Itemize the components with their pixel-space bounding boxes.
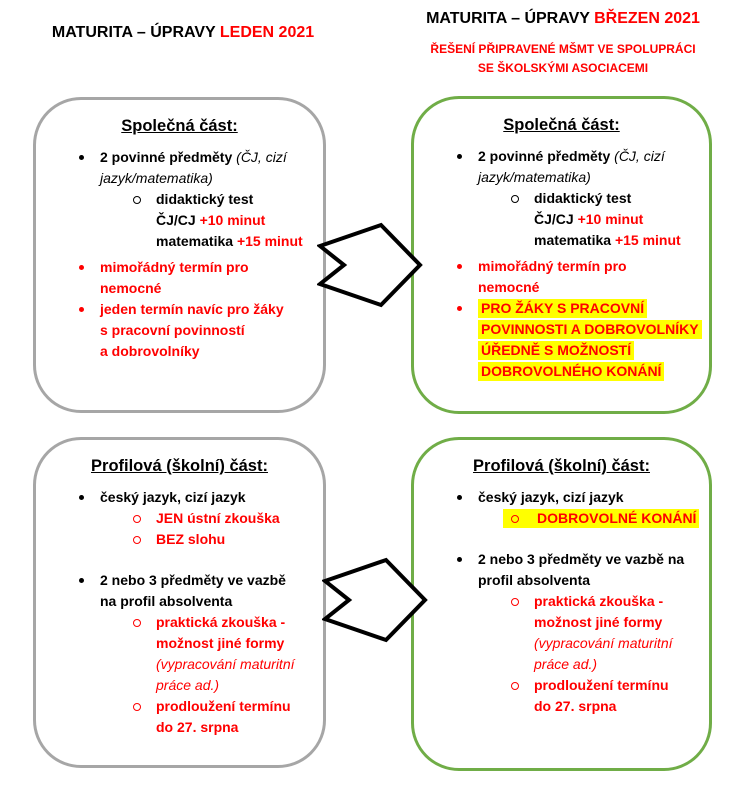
right-title-highlight: BŘEZEN 2021 [594,10,700,27]
bullet-line [36,675,323,696]
text-segment: ČJ/CJ [534,211,578,227]
text-segment: možnost jiné formy [156,635,285,651]
text-segment: prodloužení termínu [156,698,291,714]
bullet-line [36,210,323,231]
bullet-circle-icon [133,536,141,544]
bullet-disc-icon [79,307,84,312]
text-segment: (vypracování maturitní [534,635,673,651]
bullet-line [414,549,709,570]
text-segment: +10 minut [577,211,644,227]
text-segment: jazyk/matematika) [100,170,213,186]
left-title-prefix: MATURITA – ÚPRAVY [51,24,220,41]
left-column-title [28,24,338,42]
right-title-prefix: MATURITA – ÚPRAVY [426,10,595,27]
bullet-line [36,147,323,168]
block-arrow-right-icon [317,222,423,308]
box-item-list [414,146,709,382]
bullet-line [36,508,323,529]
box-heading: Společná část: [503,116,620,134]
text-segment: POVINNOSTI A DOBROVOLNÍKY [478,320,702,339]
box-item-list [414,487,709,717]
bullet-line [414,633,709,654]
bullet-line [414,277,709,298]
text-segment: možnost jiné formy [534,614,663,630]
text-segment: 2 nebo 3 předměty ve vazbě [100,572,286,588]
text-segment: JEN ústní zkouška [156,510,280,526]
bullet-circle-icon [511,515,519,523]
text-segment: s pracovní povinností [100,322,245,338]
text-segment: český jazyk, cizí jazyk [100,489,246,505]
text-segment: (vypracování maturitní [156,656,295,672]
bullet-line [36,696,323,717]
bullet-circle-icon [511,195,519,203]
text-segment: ÚŘEDNĚ S MOŽNOSTÍ [478,341,634,360]
box-item-list [36,487,323,738]
bullet-disc-icon [457,264,462,269]
bullet-line [414,696,709,717]
text-segment: práce ad.) [156,677,220,693]
text-segment: 2 nebo 3 předměty ve vazbě na [478,551,685,567]
bullet-disc-icon [79,495,84,500]
bullet-circle-icon [133,703,141,711]
text-segment: +15 minut [614,232,681,248]
text-segment: ČJ/CJ [156,212,200,228]
text-segment: mimořádný termín pro [100,259,249,275]
text-segment: matematika [156,233,237,249]
bullet-circle-icon [133,515,141,523]
bullet-line [414,230,709,251]
bullet-line [414,167,709,188]
spacer-line [36,550,323,570]
common-part-box-january [33,97,326,413]
common-part-box-march [411,96,712,414]
text-segment: praktická zkouška - [534,593,664,609]
bullet-line [414,591,709,612]
bullet-line [36,278,323,299]
bullet-disc-icon [457,154,462,159]
bullet-line [414,612,709,633]
bullet-line [414,209,709,230]
text-segment: PRO ŽÁKY S PRACOVNÍ [478,299,647,318]
text-segment: BEZ slohu [156,531,226,547]
box-heading: Profilová (školní) část: [473,457,650,475]
text-segment: 2 povinné předměty [478,148,615,164]
box-item-list [36,147,323,362]
bullet-line [36,487,323,508]
bullet-line [414,570,709,591]
text-segment: nemocné [100,280,162,296]
bullet-line [36,341,323,362]
text-segment: +15 minut [236,233,303,249]
bullet-line [414,654,709,675]
text-segment: (ČJ, cizí [236,149,287,165]
bullet-line [414,675,709,696]
text-segment: praktická zkouška - [156,614,286,630]
left-title-highlight: LEDEN 2021 [219,24,315,41]
text-segment: matematika [534,232,615,248]
bullet-line [414,146,709,167]
text-segment: (ČJ, cizí [614,148,665,164]
bullet-circle-icon [511,682,519,690]
text-segment: DOBROVOLNÉ KONÁNÍ [503,509,699,528]
subtitle-line-2: SE ŠKOLSKÝMI ASOCIACEMI [477,61,649,75]
bullet-line [414,340,709,361]
bullet-line [36,257,323,278]
text-segment: profil absolventa [478,572,591,588]
bullet-line [36,231,323,252]
bullet-line [414,188,709,209]
box-heading: Profilová (školní) část: [91,457,268,475]
bullet-line [36,570,323,591]
bullet-disc-icon [457,557,462,562]
bullet-line [36,612,323,633]
bullet-line [36,320,323,341]
bullet-line [36,299,323,320]
text-segment: jeden termín navíc pro žáky [100,301,284,317]
bullet-line [414,319,709,340]
box-heading: Společná část: [121,117,238,135]
profile-part-box-january [33,437,326,768]
bullet-disc-icon [79,155,84,160]
text-segment: do 27. srpna [534,698,617,714]
text-segment: práce ad.) [534,656,598,672]
bullet-disc-icon [79,265,84,270]
text-segment: prodloužení termínu [534,677,669,693]
bullet-line [414,508,709,529]
text-segment: +10 minut [199,212,266,228]
text-segment: jazyk/matematika) [478,169,591,185]
bullet-line [36,189,323,210]
profile-part-box-march [411,437,712,771]
text-segment: mimořádný termín pro [478,258,627,274]
bullet-line [36,168,323,189]
block-arrow-right-icon [322,557,428,643]
bullet-line [36,654,323,675]
bullet-line [36,633,323,654]
right-column-title [405,10,721,28]
subtitle-line-1: ŘEŠENÍ PŘIPRAVENÉ MŠMT VE SPOLUPRÁCI [430,42,696,56]
text-segment: DOBROVOLNÉHO KONÁNÍ [478,362,664,381]
text-segment: a dobrovolníky [100,343,200,359]
text-segment: didaktický test [156,191,254,207]
bullet-circle-icon [133,619,141,627]
spacer-line [414,529,709,549]
bullet-line [414,487,709,508]
text-segment: nemocné [478,279,540,295]
bullet-line [36,717,323,738]
bullet-line [414,298,709,319]
bullet-line [36,529,323,550]
text-segment: na profil absolventa [100,593,233,609]
bullet-line [414,256,709,277]
text-segment: český jazyk, cizí jazyk [478,489,624,505]
bullet-line [414,361,709,382]
text-segment: didaktický test [534,190,632,206]
bullet-circle-icon [511,598,519,606]
bullet-disc-icon [457,495,462,500]
text-segment: do 27. srpna [156,719,239,735]
bullet-disc-icon [79,578,84,583]
bullet-disc-icon [457,306,462,311]
right-column-subtitle [405,40,721,78]
bullet-circle-icon [133,196,141,204]
text-segment: 2 povinné předměty [100,149,237,165]
bullet-line [36,591,323,612]
